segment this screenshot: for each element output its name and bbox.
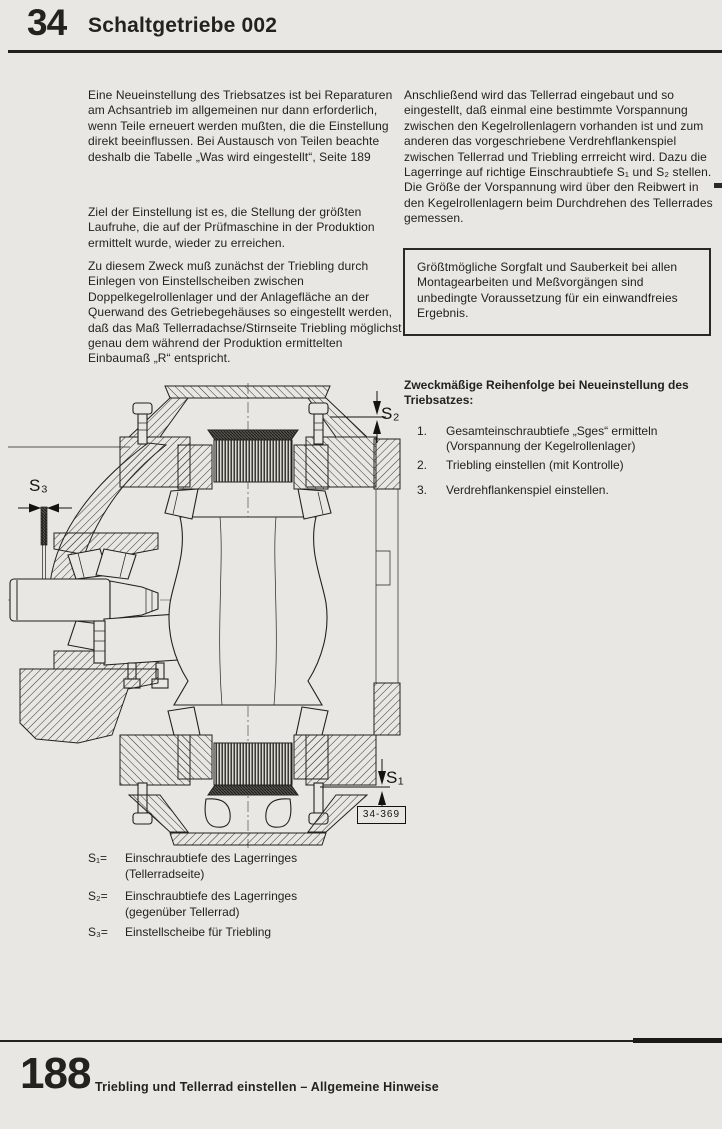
legend-term-s3: S₃= [88, 925, 108, 939]
procedure-item-1 [417, 424, 717, 455]
legend-desc-s2-line2: (gegenüber Tellerrad) [125, 904, 240, 919]
scan-artifact [714, 183, 722, 188]
procedure-item-2 [417, 458, 717, 473]
legend-term-s2: S₂= [88, 889, 108, 903]
procedure-item-3-number: 3. [417, 483, 428, 497]
paragraph-goal: Ziel der Einstellung ist es, die Stellung der größten Laufruhe, die auf der Prüfmaschine in der Produktion ermittelt wurde, wieder zu erreichen. [88, 205, 375, 250]
legend-desc-s3 [125, 925, 271, 941]
procedure-item-3-text: Verdrehflankenspiel einstellen. [446, 483, 609, 497]
paragraph-ringgear: Anschließend wird das Tellerrad eingebaut und so eingestellt, daß einmal eine bestimmte Vorspannung zwischen den Kegelrollenlagern vorhanden ist und zum anderen das vorgeschriebene Verdrehflankenspiel zwischen Tellerrad und Triebling errreicht wird. Dazu die Lagerringe auf richtige Einschraubtiefe S₁ und S₂ stellen. Die Größe der Vorspannung wird über den Reibwert in den Kegelrollenlagern beim Durchdrehen des Tellerrades gemessen. [404, 88, 713, 226]
legend-desc-s2-line1: Einschraubtiefe des Lagerringes [125, 889, 298, 903]
note-box [403, 248, 711, 336]
legend-desc-s2 [125, 889, 297, 920]
differential-carrier [169, 517, 327, 705]
footer-caption: Triebling und Tellerrad einstellen – Allgemeine Hinweise [95, 1080, 439, 1094]
legend-term-s1: S₁= [88, 851, 108, 865]
threaded-bearing-ring-s1 [214, 743, 292, 785]
paragraph-shims: Zu diesem Zweck muß zunächst der Triebling durch Einlegen von Einstellscheiben zwischen Doppelkegelrollenlager und der Anlagefläche an der Querwand des Getriebegehäuses so eingestellt werden, daß das Maß Tellerradachse/Stirnseite Triebling möglichst genau dem während der Produktion ermittelten Einbaumaß „R“ entspricht. [88, 259, 402, 366]
footer-rule-edge [633, 1038, 722, 1043]
procedure-item-1-number: 1. [417, 424, 428, 438]
housing-right-wall [374, 439, 400, 735]
legend-desc-s1 [125, 851, 297, 882]
note-box-text: Größtmögliche Sorgfalt und Sauberkeit bei allen Montagearbeiten und Meßvorgängen sind unbedingte Voraussetzung für ein einwandfreies Ergebnis. [417, 260, 678, 321]
procedure-item-1-text: Gesamteinschraubtiefe „Sges“ ermitteln (Vorspannung der Kegelrollenlager) [446, 424, 658, 454]
adjusting-shim-s3 [41, 507, 47, 579]
page-title: Schaltgetriebe 002 [88, 14, 278, 37]
label-s1: S₁ [386, 768, 405, 787]
figure-number: 34-369 [357, 806, 406, 824]
technical-drawing [8, 383, 418, 848]
housing-lower-left [20, 669, 158, 743]
footer-rule [0, 1040, 722, 1042]
page-number: 188 [20, 1049, 91, 1098]
pinion-shaft [10, 579, 158, 621]
procedure-heading: Zweckmäßige Reihenfolge bei Neueinstellung des Triebsatzes: [404, 378, 689, 408]
threaded-bearing-ring-s2 [214, 440, 292, 482]
procedure-item-3 [417, 483, 717, 498]
label-s3: S₃ [29, 476, 49, 495]
legend-desc-s3-line1: Einstellscheibe für Triebling [125, 925, 272, 939]
paragraph-readjustment: Eine Neueinstellung des Triebsatzes ist bei Reparaturen am Achsantrieb im allgemeinen nur dann erforderlich, wenn Teile erneuert werden mußten, die die Einstellung direkt beeinflussen. Bei Austausch von Teilen beachte deshalb die Tabelle „Was wird eingestellt“, Seite 189 [88, 88, 393, 164]
legend-desc-s1-line2: (Tellerradseite) [125, 866, 205, 881]
header-rule [8, 50, 722, 53]
procedure-item-2-number: 2. [417, 458, 428, 472]
section-number: 34 [27, 2, 67, 43]
label-s2: S₂ [381, 404, 400, 423]
procedure-item-2-text: Triebling einstellen (mit Kontrolle) [446, 458, 624, 472]
legend-desc-s1-line1: Einschraubtiefe des Lagerringes [125, 851, 298, 865]
